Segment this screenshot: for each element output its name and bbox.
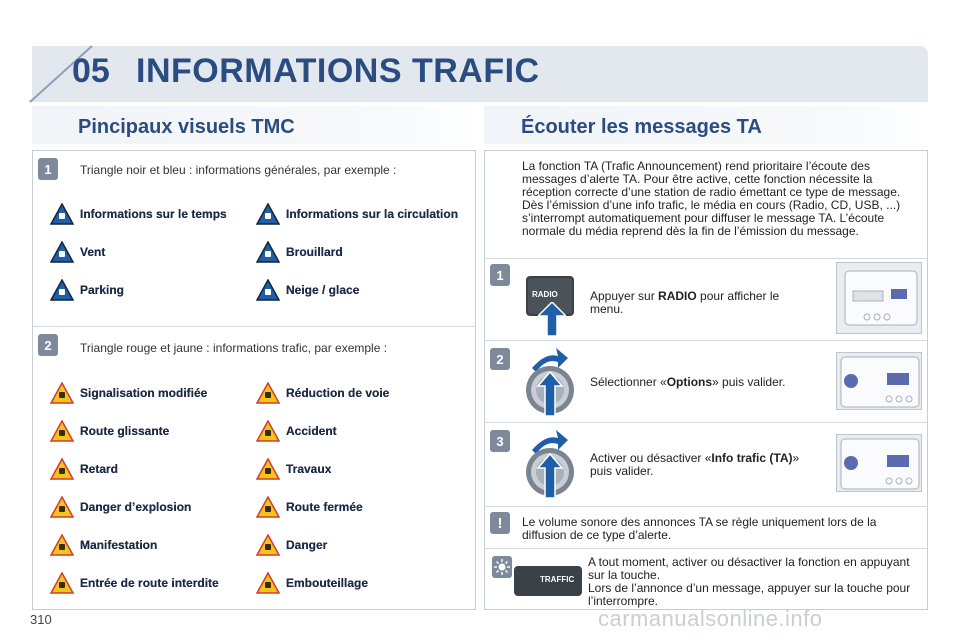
tmc-item-label: Réduction de voie bbox=[286, 386, 390, 400]
tmc-item-label: Danger d’explosion bbox=[80, 500, 192, 514]
tmc-item-label: Entrée de route interdite bbox=[80, 576, 219, 590]
tmc-item-label: Neige / glace bbox=[286, 283, 360, 297]
press-arrow-icon bbox=[538, 302, 566, 336]
warning-triangle-icon bbox=[50, 458, 74, 480]
step1-text: Appuyer sur RADIO pour afficher le menu. bbox=[590, 289, 780, 316]
warning-triangle-icon bbox=[256, 458, 280, 480]
radio-panel-image-2 bbox=[836, 352, 922, 410]
page-number: 310 bbox=[30, 612, 52, 627]
warning-text: Le volume sonore des annonces TA se règle uniquement lors de la diffusion de ce type d’alerte. bbox=[522, 515, 877, 542]
tmc-item-label: Accident bbox=[286, 424, 337, 438]
warning-triangle-icon bbox=[50, 279, 74, 301]
step3-text: Activer ou désactiver «Info trafic (TA)» puis valider. bbox=[590, 451, 800, 478]
warning-triangle-icon bbox=[256, 572, 280, 594]
rotary-knob-icon bbox=[522, 426, 582, 502]
tmc-item-label: Route glissante bbox=[80, 424, 170, 438]
warning-triangle-icon bbox=[256, 241, 280, 263]
tmc-item-label: Route fermée bbox=[286, 500, 363, 514]
section1-intro: Triangle noir et bleu : informations générales, par exemple : bbox=[80, 163, 397, 177]
warning-triangle-icon bbox=[50, 241, 74, 263]
divider-5 bbox=[484, 548, 928, 549]
divider-2 bbox=[484, 340, 928, 341]
tip-badge bbox=[492, 556, 512, 578]
right-section-title: Écouter les messages TA bbox=[521, 116, 762, 138]
chapter-number: 05 bbox=[72, 52, 110, 90]
ta-step-badge-1: 1 bbox=[490, 264, 510, 286]
warning-badge: ! bbox=[490, 512, 510, 534]
step-badge-1: 1 bbox=[38, 158, 58, 180]
divider-4 bbox=[484, 506, 928, 507]
chapter-title: INFORMATIONS TRAFIC bbox=[136, 52, 540, 90]
warning-triangle-icon bbox=[256, 496, 280, 518]
section-divider bbox=[32, 326, 476, 327]
tip-text: A tout moment, activer ou désactiver la fonction en appuyant sur la touche. Lors de l’annonce d’un message, appuyer sur la touche pour l’interrompre. bbox=[588, 555, 911, 608]
warning-triangle-icon bbox=[256, 420, 280, 442]
warning-triangle-icon bbox=[50, 203, 74, 225]
warning-triangle-icon bbox=[256, 203, 280, 225]
warning-triangle-icon bbox=[50, 572, 74, 594]
section2-intro: Triangle rouge et jaune : informations trafic, par exemple : bbox=[80, 341, 388, 355]
warning-triangle-icon bbox=[50, 420, 74, 442]
step2-text: Sélectionner «Options» puis valider. bbox=[590, 375, 786, 389]
ta-step-badge-3: 3 bbox=[490, 430, 510, 452]
sun-icon bbox=[492, 556, 512, 578]
tmc-item-label: Vent bbox=[80, 245, 106, 259]
radio-button-label: RADIO bbox=[532, 290, 558, 299]
tmc-item-label: Informations sur la circulation bbox=[286, 207, 459, 221]
warning-triangle-icon bbox=[256, 382, 280, 404]
left-section-title: Pincipaux visuels TMC bbox=[78, 116, 295, 138]
radio-panel-image-1 bbox=[836, 262, 922, 334]
ta-intro-text: La fonction TA (Trafic Announcement) rend prioritaire l’écoute des messages d’alerte TA. Pour être active, cette fonction nécessite la réception correcte d’une station de radio émettant ce type de message. Dès l’émission d’une info trafic, le média en cours (Radio, CD, USB, ...) s’interrompt automatiquement pour diffuser le message TA. L’écoute normale du média reprend dès la fin de l’émission du message. bbox=[522, 159, 901, 238]
tmc-item-label: Travaux bbox=[286, 462, 332, 476]
radio-panel-image-3 bbox=[836, 434, 922, 492]
rotary-knob-icon bbox=[522, 344, 582, 420]
warning-triangle-icon bbox=[50, 382, 74, 404]
watermark: carmanualsonline.info bbox=[598, 606, 823, 631]
ta-step-badge-2: 2 bbox=[490, 348, 510, 370]
traffic-button-label: TRAFFIC bbox=[540, 575, 575, 584]
tmc-item-label: Embouteillage bbox=[286, 576, 369, 590]
warning-triangle-icon bbox=[50, 496, 74, 518]
tmc-item-label: Brouillard bbox=[286, 245, 343, 259]
tmc-item-label: Danger bbox=[286, 538, 328, 552]
tmc-item-label: Informations sur le temps bbox=[80, 207, 227, 221]
warning-triangle-icon bbox=[256, 279, 280, 301]
step-badge-2: 2 bbox=[38, 334, 58, 356]
warning-triangle-icon bbox=[50, 534, 74, 556]
tmc-item-label: Signalisation modifiée bbox=[80, 386, 208, 400]
divider-3 bbox=[484, 422, 928, 423]
tmc-item-label: Retard bbox=[80, 462, 119, 476]
tmc-item-label: Parking bbox=[80, 283, 125, 297]
divider-1 bbox=[484, 258, 928, 259]
warning-triangle-icon bbox=[256, 534, 280, 556]
tmc-item-label: Manifestation bbox=[80, 538, 158, 552]
